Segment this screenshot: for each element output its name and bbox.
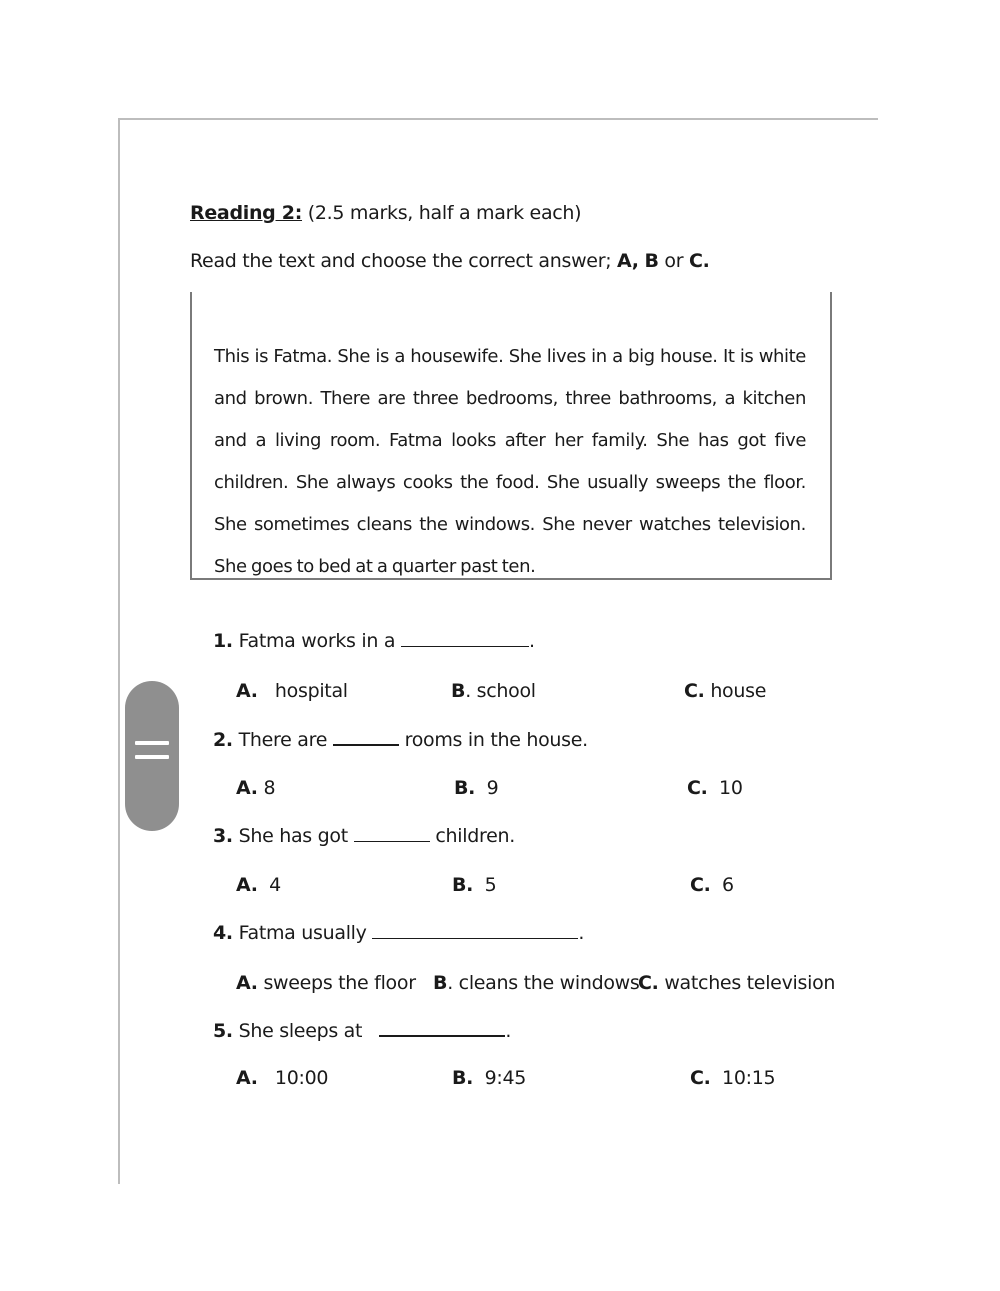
question-1-option-b[interactable] bbox=[451, 680, 536, 702]
instruction-choice-c: C. bbox=[689, 250, 710, 272]
option-letter: C. bbox=[684, 680, 705, 702]
question-4-option-c[interactable] bbox=[638, 972, 835, 994]
option-letter: C. bbox=[690, 874, 711, 896]
question-text-after: . bbox=[505, 1020, 512, 1042]
section-title: Reading 2: bbox=[190, 202, 303, 224]
option-letter: B. bbox=[452, 1067, 474, 1089]
question-2-option-a[interactable] bbox=[236, 777, 275, 799]
option-letter: A. bbox=[236, 972, 258, 994]
option-text: 9:45 bbox=[484, 1067, 527, 1089]
question-5-option-a[interactable] bbox=[236, 1067, 328, 1089]
question-4-option-a[interactable] bbox=[236, 972, 416, 994]
section-heading bbox=[190, 202, 581, 224]
answer-blank[interactable] bbox=[333, 726, 399, 746]
option-text: house bbox=[710, 680, 767, 702]
option-text: . cleans the windows bbox=[447, 972, 640, 994]
question-number: 5. bbox=[213, 1020, 233, 1042]
option-letter: C. bbox=[687, 777, 708, 799]
question-text-before: Fatma works in a bbox=[238, 630, 396, 652]
option-letter: A. bbox=[236, 1067, 258, 1089]
option-letter: C. bbox=[690, 1067, 711, 1089]
question-2-option-c[interactable] bbox=[687, 777, 743, 799]
question-1-option-a[interactable] bbox=[236, 680, 348, 702]
page-frame-left-border bbox=[118, 118, 120, 1184]
instruction-text: Read the text and choose the correct answer; bbox=[190, 250, 618, 272]
section-marks: (2.5 marks, half a mark each) bbox=[307, 202, 582, 224]
instruction-choice-b: B bbox=[644, 250, 659, 272]
question-5-option-c[interactable] bbox=[690, 1067, 775, 1089]
option-text: watches television bbox=[664, 972, 836, 994]
question-text-before: She has got bbox=[238, 825, 348, 847]
option-text: sweeps the floor bbox=[263, 972, 416, 994]
reading-passage-box bbox=[190, 292, 832, 580]
answer-blank[interactable] bbox=[372, 920, 578, 939]
option-text: . school bbox=[465, 680, 536, 702]
option-text: 9 bbox=[486, 777, 499, 799]
answer-blank[interactable] bbox=[379, 1017, 505, 1037]
question-text-after: children. bbox=[435, 825, 515, 847]
option-text: 6 bbox=[722, 874, 734, 896]
question-text-before: Fatma usually bbox=[238, 922, 367, 944]
question-text-after: . bbox=[528, 630, 535, 652]
question-number: 1. bbox=[213, 630, 233, 652]
instruction-line bbox=[190, 250, 710, 272]
question-1 bbox=[213, 628, 535, 652]
question-text-after: . bbox=[578, 922, 585, 944]
option-text: 10 bbox=[719, 777, 743, 799]
option-text: 8 bbox=[263, 777, 276, 799]
question-5-option-b[interactable] bbox=[452, 1067, 526, 1089]
question-text-after: rooms in the house. bbox=[404, 729, 588, 751]
side-menu-tab[interactable] bbox=[125, 681, 179, 831]
option-letter: C. bbox=[638, 972, 659, 994]
question-number: 4. bbox=[213, 922, 233, 944]
question-4 bbox=[213, 920, 584, 944]
option-text: 5 bbox=[484, 874, 497, 896]
option-letter: B. bbox=[454, 777, 476, 799]
answer-blank[interactable] bbox=[401, 628, 529, 647]
option-text: 10:00 bbox=[274, 1067, 329, 1089]
option-letter: A. bbox=[236, 874, 258, 896]
instruction-choice-a: A, bbox=[617, 250, 639, 272]
option-letter: B. bbox=[452, 874, 474, 896]
question-4-option-b[interactable] bbox=[433, 972, 640, 994]
question-3 bbox=[213, 823, 515, 847]
option-text: hospital bbox=[274, 680, 348, 702]
question-number: 2. bbox=[213, 729, 233, 751]
question-2-option-b[interactable] bbox=[454, 777, 498, 799]
question-2 bbox=[213, 726, 588, 751]
option-letter: A. bbox=[236, 777, 258, 799]
answer-blank[interactable] bbox=[354, 823, 430, 842]
question-3-option-a[interactable] bbox=[236, 874, 281, 896]
option-letter: A. bbox=[236, 680, 258, 702]
question-3-option-b[interactable] bbox=[452, 874, 496, 896]
page-frame-top-border bbox=[118, 118, 878, 120]
option-letter: B bbox=[451, 680, 466, 702]
question-text-before: There are bbox=[238, 729, 328, 751]
option-text: 10:15 bbox=[722, 1067, 776, 1089]
reading-passage: This is Fatma. She is a housewife. She lives in a big house. It is white and brown. There are three bedrooms, three bathrooms, a kitchen and a living room. Fatma looks after her family. She has got five children. She always cooks the food. She usually sweeps the floor. She sometimes cleans the windows. She never watches television. She goes to bed at a quarter past ten. bbox=[214, 346, 806, 577]
option-letter: B bbox=[433, 972, 448, 994]
option-text: 4 bbox=[269, 874, 281, 896]
question-1-option-c[interactable] bbox=[684, 680, 766, 702]
instruction-or: or bbox=[664, 250, 684, 272]
question-3-option-c[interactable] bbox=[690, 874, 734, 896]
question-text-before: She sleeps at bbox=[238, 1020, 363, 1042]
question-number: 3. bbox=[213, 825, 233, 847]
question-5 bbox=[213, 1017, 511, 1042]
